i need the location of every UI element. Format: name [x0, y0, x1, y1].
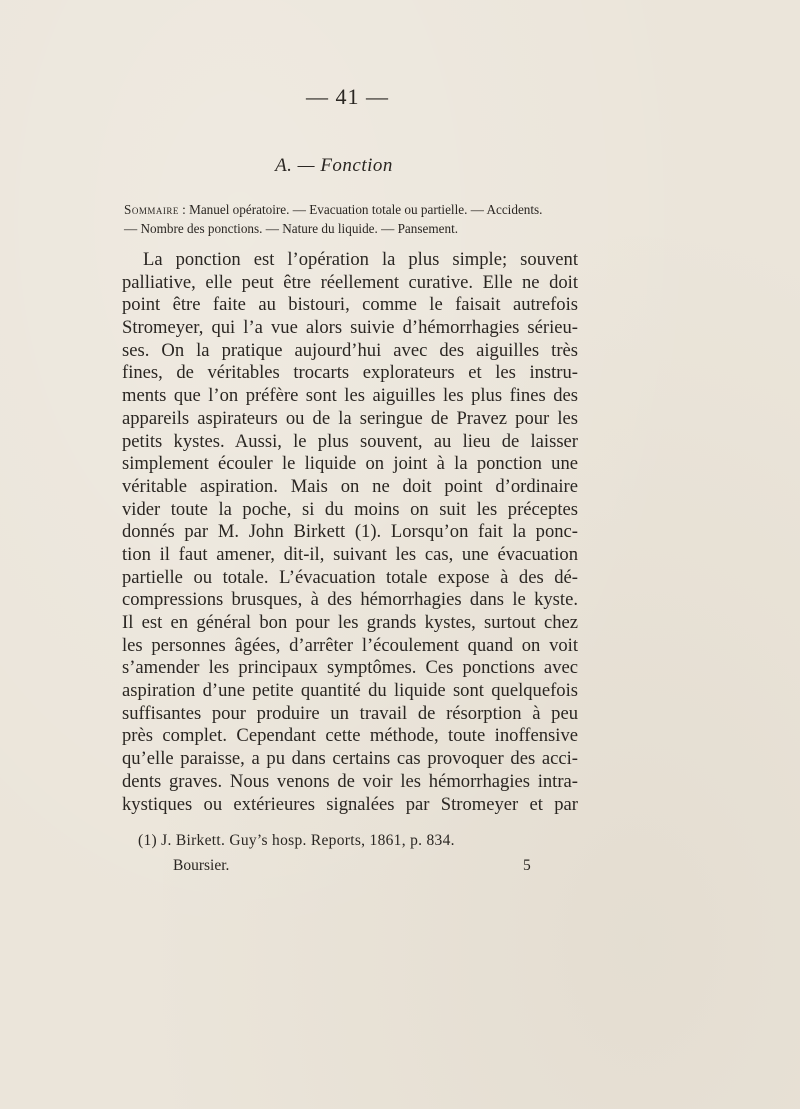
body-line: près complet. Cependant cette méthode, toute inoffensive [122, 725, 578, 747]
signature-author: Boursier. [173, 857, 230, 874]
body-line: tion il faut amener, dit-il, suivant les cas, une évacuation [122, 543, 578, 565]
body-line: suffisantes pour produire un travail de résorption à peu [122, 702, 578, 724]
body-line: s’amender les principaux symptômes. Ces ponctions avec [122, 657, 578, 679]
summary-label: Sommaire [124, 202, 179, 217]
body-line: Il est en général bon pour les grands kystes, surtout chez [122, 612, 578, 633]
body-line: compressions brusques, à des hémorrhagies dans le kyste. [122, 589, 578, 611]
body-line: La ponction est l’opération la plus simple; souvent [143, 249, 578, 270]
body-line: ses. On la pratique aujourd’hui avec des aiguilles très [122, 339, 578, 361]
body-line: les personnes âgées, d’arrêter l’écoulement quand on voit [122, 634, 578, 656]
body-line: appareils aspirateurs ou de la seringue de Pravez pour les [122, 407, 578, 429]
footnote: (1) J. Birkett. Guy’s hosp. Reports, 1861, p. 834. [138, 832, 455, 849]
body-line: qu’elle paraisse, a pu dans certains cas provoquer des acci- [122, 748, 578, 770]
summary-text-1: : Manuel opératoire. — Evacuation totale ou partielle. — Accidents. [178, 202, 543, 217]
body-line: palliative, elle peut être réellement curative. Elle ne doit [122, 271, 578, 293]
body-line: aspiration d’une petite quantité du liquide sont quelquefois [122, 680, 578, 702]
summary-line-1 [124, 200, 594, 219]
body-line: kystiques ou extérieures signalées par Stromeyer et par [122, 793, 578, 815]
summary-line-2: — Nombre des ponctions. — Nature du liquide. — Pansement. [124, 221, 459, 236]
page-number: — 41 — [306, 84, 389, 109]
body-line: vider toute la poche, si du moins on suit les préceptes [122, 498, 578, 520]
body-line: donnés par M. John Birkett (1). Lorsqu’on fait la ponc- [122, 521, 578, 543]
body-line: fines, de véritables trocarts explorateurs et les instru- [122, 362, 578, 384]
body-line: dents graves. Nous venons de voir les hémorrhagies intra- [122, 770, 578, 792]
body-line: simplement écouler le liquide on joint à la ponction une [122, 453, 578, 475]
body-line: partielle ou totale. L’évacuation totale expose à des dé- [122, 566, 578, 588]
body-line: Stromeyer, qui l’a vue alors suivie d’hémorrhagies sérieu- [122, 317, 578, 339]
signature-sheet-number: 5 [523, 857, 531, 874]
body-line: véritable aspiration. Mais on ne doit point d’ordinaire [122, 475, 578, 497]
body-line: petits kystes. Aussi, le plus souvent, au lieu de laisser [122, 430, 578, 452]
body-line: point être faite au bistouri, comme le faisait autrefois [122, 294, 578, 316]
body-paragraph [122, 249, 578, 816]
body-line: ments que l’on préfère sont les aiguilles les plus fines des [122, 385, 578, 407]
section-title: A. — Fonction [275, 155, 393, 176]
